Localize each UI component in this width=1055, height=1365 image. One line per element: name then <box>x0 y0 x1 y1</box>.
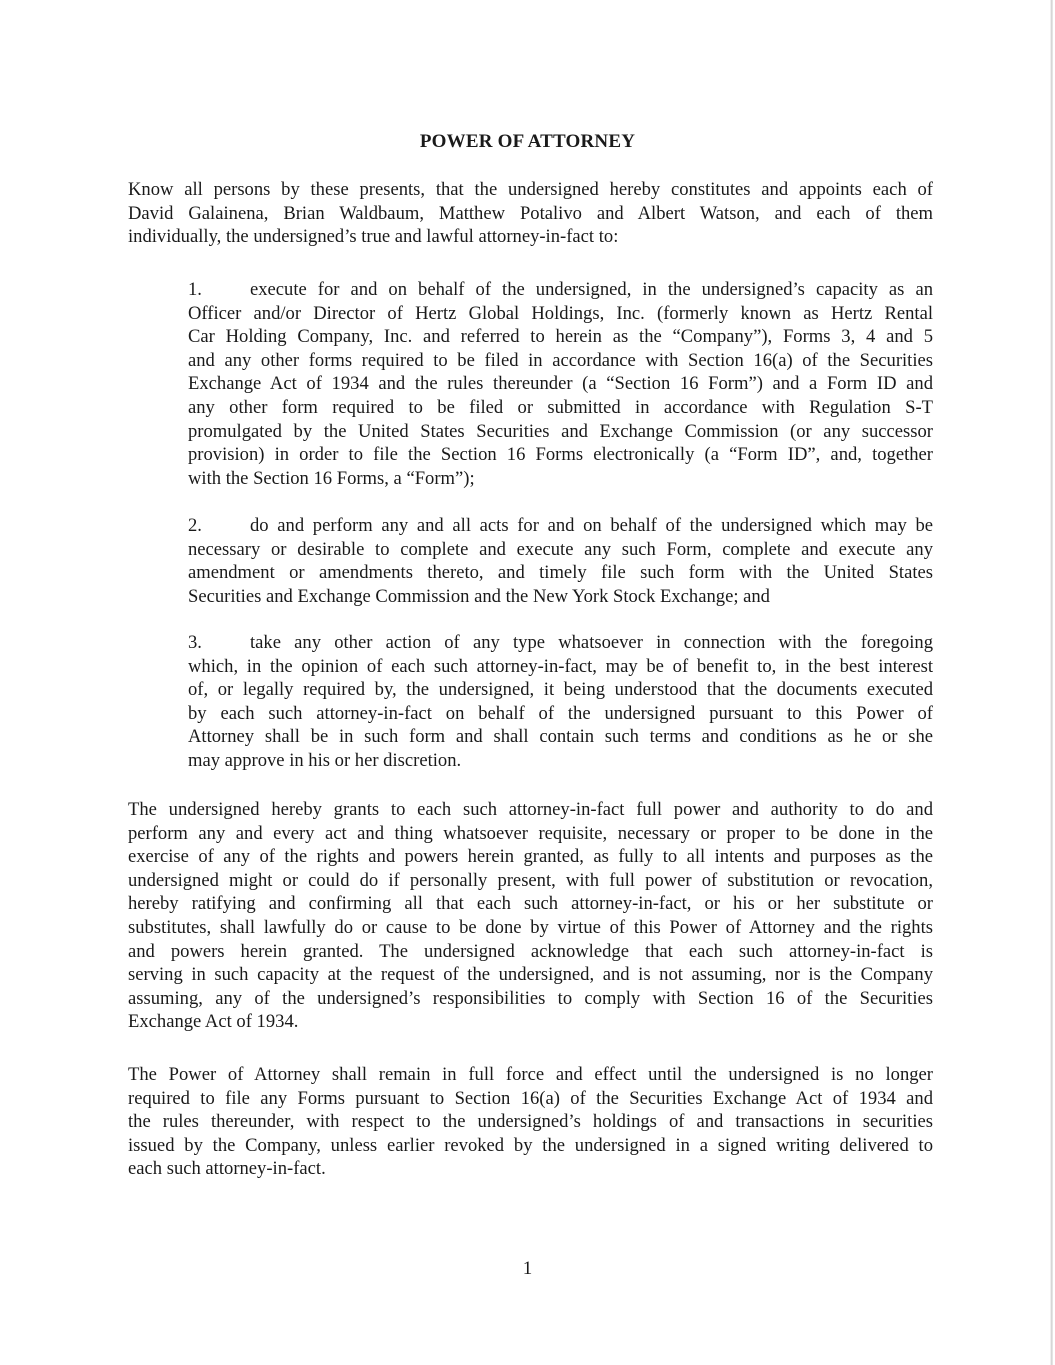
list-item-2 <box>188 514 933 608</box>
text-line: amendment or amendments thereto, and timely file such form with the United States <box>188 562 933 584</box>
text-line: perform any and every act and thing whatsoever requisite, necessary or proper to be done in the <box>128 822 933 844</box>
text-line: Officer and/or Director of Hertz Global Holdings, Inc. (formerly known as Hertz Rental <box>188 302 933 324</box>
text-line: issued by the Company, unless earlier revoked by the undersigned in a signed writing delivered to <box>128 1134 933 1156</box>
text-line: Exchange Act of 1934. <box>128 1011 299 1033</box>
scan-edge <box>1050 0 1053 1365</box>
text-line: take any other action of any type whatsoever in connection with the foregoing <box>250 632 933 653</box>
text-line: promulgated by the United States Securities and Exchange Commission (or any successor <box>188 420 933 442</box>
list-item-number: 2. <box>188 515 202 536</box>
text-line: hereby ratifying and confirming all that each such attorney-in-fact, or his or her substitute or <box>128 893 933 915</box>
text-line: serving in such capacity at the request of the undersigned, and is not assuming, nor is the Company <box>128 964 933 986</box>
text-line: Attorney shall be in such form and shall contain such terms and conditions as he or she <box>188 726 933 748</box>
list-item-number: 1. <box>188 279 202 300</box>
list-item-number: 3. <box>188 632 202 653</box>
text-line: each such attorney-in-fact. <box>128 1158 326 1180</box>
text-line: of, or legally required by, the undersigned, it being understood that the documents executed <box>188 679 933 701</box>
text-line: required to file any Forms pursuant to Section 16(a) of the Securities Exchange Act of 1934 and <box>128 1087 933 1109</box>
text-line: the rules thereunder, with respect to the undersigned’s holdings of and transactions in securities <box>128 1111 933 1133</box>
text-line: which, in the opinion of each such attorney-in-fact, may be of benefit to, in the best interest <box>188 655 933 677</box>
list-item-1 <box>188 278 933 490</box>
text-line: undersigned might or could do if personally present, with full power of substitution or revocation, <box>128 869 933 891</box>
text-line: with the Section 16 Forms, a “Form”); <box>188 467 475 489</box>
text-line: execute for and on behalf of the undersigned, in the undersigned’s capacity as an <box>250 279 933 300</box>
text-line: do and perform any and all acts for and on behalf of the undersigned which may be <box>250 515 933 536</box>
text-line: Know all persons by these presents, that the undersigned hereby constitutes and appoints each of <box>128 179 933 200</box>
page-number: 1 <box>522 1258 533 1279</box>
text-line: The undersigned hereby grants to each such attorney-in-fact full power and authority to do and <box>128 799 933 820</box>
text-line: and powers herein granted. The undersigned acknowledge that each such attorney-in-fact is <box>128 940 933 962</box>
grant-paragraph <box>128 798 933 1034</box>
text-line: Car Holding Company, Inc. and referred to herein as the “Company”), Forms 3, 4 and 5 <box>188 326 933 348</box>
text-line: exercise of any of the rights and powers herein granted, as fully to all intents and purposes as the <box>128 846 933 868</box>
text-line: any other form required to be filed or submitted in accordance with Regulation S-T <box>188 396 933 418</box>
intro-paragraph <box>128 178 933 249</box>
text-line: The Power of Attorney shall remain in full force and effect until the undersigned is no longer <box>128 1064 933 1085</box>
text-line: David Galainena, Brian Waldbaum, Matthew Potalivo and Albert Watson, and each of them <box>128 202 933 224</box>
list-item-3 <box>188 631 933 773</box>
text-line: by each such attorney-in-fact on behalf of the undersigned pursuant to this Power of <box>188 702 933 724</box>
text-line: and any other forms required to be filed in accordance with Section 16(a) of the Securities <box>188 349 933 371</box>
text-line: Exchange Act of 1934 and the rules thereunder (a “Section 16 Form”) and a Form ID and <box>188 373 933 395</box>
text-line: substitutes, shall lawfully do or cause to be done by virtue of this Power of Attorney and the rights <box>128 916 933 938</box>
text-line: may approve in his or her discretion. <box>188 749 462 771</box>
text-line: Securities and Exchange Commission and the New York Stock Exchange; and <box>188 585 770 607</box>
document-title: POWER OF ATTORNEY <box>419 131 636 152</box>
text-line: individually, the undersigned’s true and lawful attorney-in-fact to: <box>128 226 619 248</box>
text-line: necessary or desirable to complete and execute any such Form, complete and execute any <box>188 538 933 560</box>
text-line: assuming, any of the undersigned’s responsibilities to comply with Section 16 of the Securities <box>128 987 933 1009</box>
duration-paragraph <box>128 1063 933 1181</box>
text-line: provision) in order to file the Section 16 Forms electronically (a “Form ID”, and, together <box>188 444 933 466</box>
